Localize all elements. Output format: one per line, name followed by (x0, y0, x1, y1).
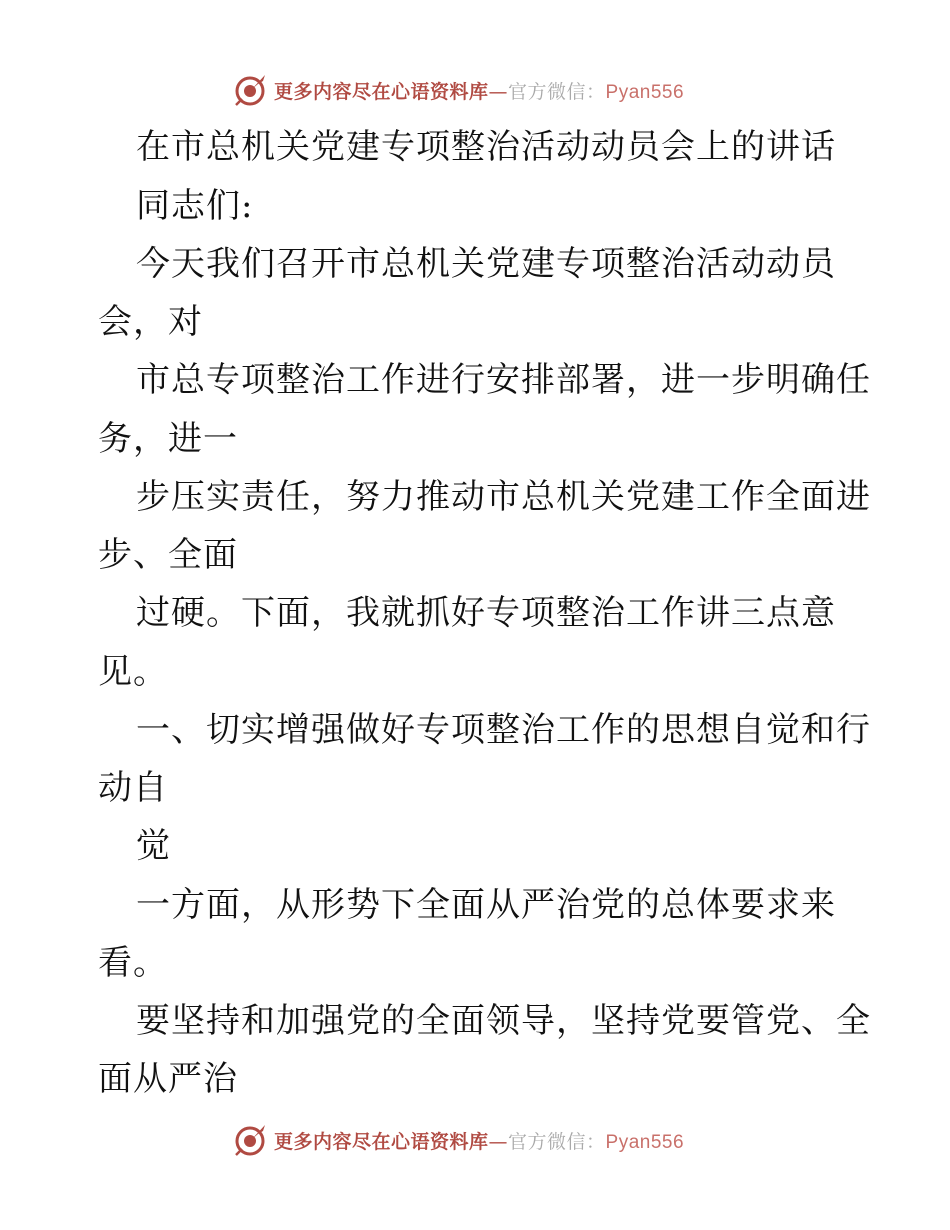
watermark-main-text: 更多内容尽在心语资料库 (274, 1130, 489, 1153)
doc-line: 过硬。下面，我就抓好专项整治工作讲三点意 (136, 593, 836, 633)
doc-line: 面从严治 (98, 1059, 238, 1099)
watermark-id: Pyan556 (605, 81, 685, 103)
doc-line: 会，对 (98, 302, 203, 342)
header-watermark (232, 70, 712, 110)
doc-line: 见。 (98, 652, 168, 692)
doc-title: 在市总机关党建专项整治活动动员会上的讲话 (136, 127, 836, 167)
watermark-dash: — (488, 80, 509, 103)
watermark-sub-text: 官方微信： (508, 80, 606, 103)
doc-line: 务，进一 (98, 419, 238, 459)
doc-line: 今天我们召开市总机关党建专项整治活动动员 (136, 244, 836, 284)
doc-line: 同志们: (136, 186, 254, 226)
doc-line: 看。 (98, 943, 168, 983)
doc-heading: 一、切实增强做好专项整治工作的思想自觉和行 (136, 710, 871, 750)
doc-line: 市总专项整治工作进行安排部署，进一步明确任 (136, 360, 871, 400)
watermark-dash: — (488, 1130, 509, 1153)
quill-logo-icon (232, 72, 268, 108)
doc-line: 一方面，从形势下全面从严治党的总体要求来 (136, 885, 836, 925)
doc-line: 要坚持和加强党的全面领导，坚持党要管党、全 (136, 1001, 871, 1041)
doc-line: 动自 (98, 768, 168, 808)
footer-watermark (232, 1120, 712, 1160)
doc-line: 觉 (136, 826, 171, 866)
quill-logo-icon (232, 1122, 268, 1158)
watermark-main-text: 更多内容尽在心语资料库 (274, 80, 489, 103)
watermark-sub-text: 官方微信： (508, 1130, 606, 1153)
watermark-id: Pyan556 (605, 1131, 685, 1153)
doc-line: 步压实责任，努力推动市总机关党建工作全面进 (136, 477, 871, 517)
doc-line: 步、全面 (98, 535, 238, 575)
